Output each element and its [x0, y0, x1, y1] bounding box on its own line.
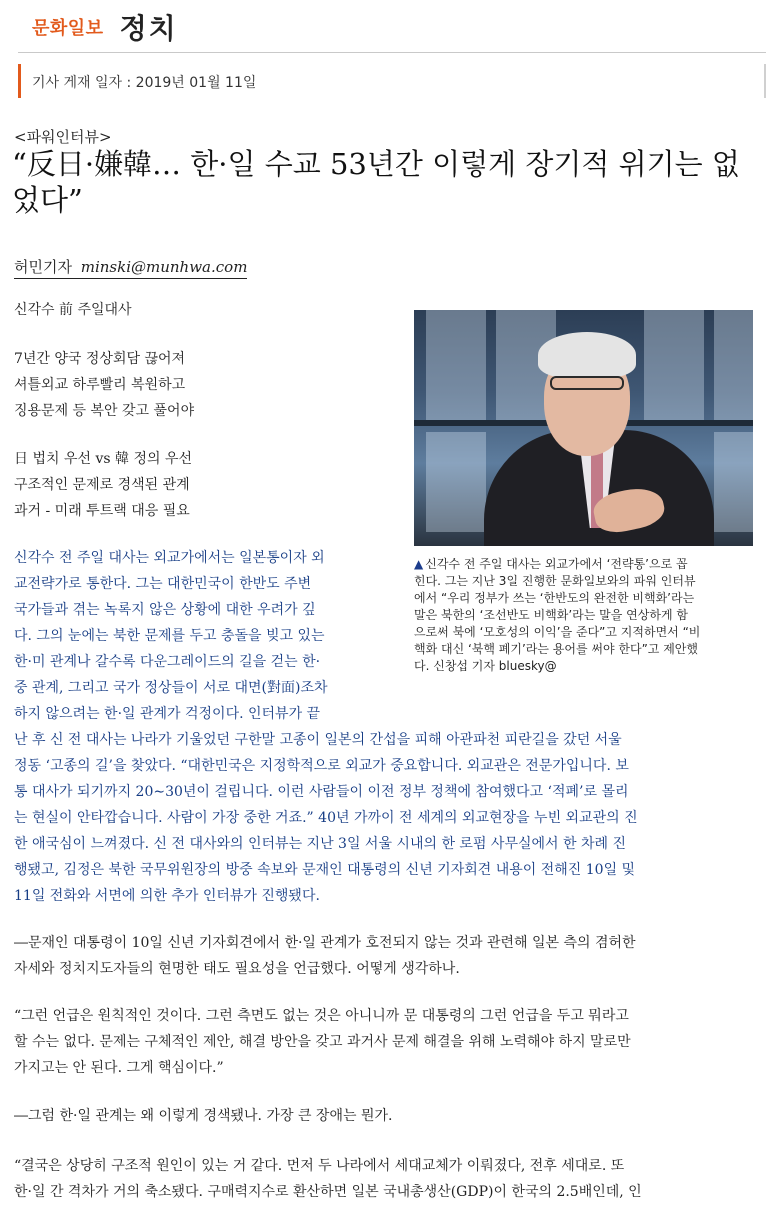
caption-line: 다. 신창섭 기자 bluesky@: [414, 659, 557, 673]
date-accent-bar: [18, 64, 21, 98]
photo-caption: [414, 556, 758, 675]
date-box-edge: [764, 64, 766, 98]
body-line: ―그럼 한·일 관계는 왜 이렇게 경색됐나. 가장 큰 장애는 뭔가.: [14, 1108, 393, 1124]
lead-line: 통 대사가 되기까지 20∼30년이 걸립니다. 이런 사람들이 이전 정부 정책에 참여했다고 ‘적폐’로 몰리: [14, 784, 629, 800]
photo-subject-glasses: [550, 376, 624, 390]
lead-paragraph-wide: [14, 727, 766, 909]
lead-paragraph-narrow-last: [14, 701, 396, 727]
caption-line: 말은 북한의 ‘조선반도 비핵화’라는 말을 연상하게 함: [414, 608, 688, 622]
masthead-divider: [18, 52, 766, 53]
interview-answer: [14, 1003, 766, 1081]
lead-line: 국가들과 겪는 녹록지 않은 상황에 대한 우려가 깊: [14, 602, 316, 618]
byline-email-link[interactable]: minski@munhwa.com: [80, 258, 248, 276]
body-line: 한·일 간 격차가 거의 축소됐다. 구매력지수로 환산하면 일본 국내총생산(GDP)이 한국의 2.5배인데, 인: [14, 1184, 642, 1200]
subhead-line: 日 법치 우선 vs 韓 정의 우선: [14, 451, 192, 467]
body-line: ―문재인 대통령이 10일 신년 기자회견에서 한·일 관계가 호전되지 않는 것과 관련해 일본 측의 겸허한: [14, 935, 636, 951]
byline: [14, 256, 247, 279]
photo-window-pane: [714, 310, 753, 420]
interview-question: [14, 1103, 766, 1129]
lead-line: 한·미 관계나 갈수록 다운그레이드의 길을 걷는 한·: [14, 654, 321, 670]
caption-line: 힌다. 그는 지난 3일 진행한 문화일보와의 파워 인터뷰: [414, 574, 696, 588]
subhead-line: 과거 - 미래 투트랙 대응 필요: [14, 503, 190, 519]
lead-line: 다. 그의 눈에는 북한 문제를 두고 충돌을 빚고 있는: [14, 628, 325, 644]
brand-logo-text: 문화일보: [32, 18, 104, 39]
masthead: [32, 10, 178, 44]
photo-subject-hair: [538, 332, 636, 378]
caption-line: 신각수 전 주일 대사는 외교가에서 ‘전략통’으로 꼽: [425, 557, 688, 571]
byline-name: 허민기자: [14, 258, 72, 276]
section-title: 정치: [119, 12, 178, 45]
photo-window-pane: [426, 310, 486, 420]
caption-line: 핵화 대신 ‘북핵 폐기’라는 용어를 써야 한다”고 제안했: [414, 642, 698, 656]
subhead-group-0: [14, 297, 132, 323]
subhead-group-2: [14, 446, 192, 524]
body-line: “결국은 상당히 구조적 원인이 있는 거 같다. 먼저 두 나라에서 세대교체가 이뤄졌다, 전후 세대로. 또: [14, 1158, 625, 1174]
article-headline: “反日·嫌韓… 한·일 수교 53년간 이렇게 장기적 위기는 없었다”: [12, 147, 740, 217]
lead-line: 행됐고, 김정은 북한 국무위원장의 방중 속보와 문재인 대통령의 신년 기자회견 내용이 전해진 10일 및: [14, 862, 636, 878]
photo-window-pane: [644, 310, 704, 420]
lead-line: 중 관계, 그리고 국가 정상들이 서로 대면(對面)조차: [14, 680, 328, 696]
publication-date: 기사 게재 일자 : 2019년 01월 11일: [32, 75, 257, 91]
interview-photo: [414, 310, 753, 546]
lead-line: 11일 전화와 서면에 의한 추가 인터뷰가 진행됐다.: [14, 888, 320, 904]
subhead-line: 7년간 양국 정상회담 끊어져: [14, 351, 186, 367]
article-kicker: <파워인터뷰>: [14, 128, 112, 146]
lead-paragraph-narrow: [14, 545, 396, 701]
caption-line: 에서 “우리 정부가 쓰는 ‘한반도의 완전한 비핵화’라는: [414, 591, 695, 605]
body-line: 가지고는 안 된다. 그게 핵심이다.”: [14, 1060, 224, 1076]
photo-window-pane: [714, 432, 753, 532]
lead-line: 난 후 신 전 대사는 나라가 기울었던 구한말 고종이 일본의 간섭을 피해 아관파천 피란길을 갔던 서울: [14, 732, 622, 748]
body-line: “그런 언급은 원칙적인 것이다. 그런 측면도 없는 것은 아니니까 문 대통령의 그런 언급을 두고 뭐라고: [14, 1008, 629, 1024]
lead-line: 하지 않으려는 한·일 관계가 걱정이다. 인터뷰가 끝: [14, 706, 321, 722]
lead-line: 한 애국심이 느껴졌다. 신 전 대사와의 인터뷰는 지난 3일 서울 시내의 한 로펌 사무실에서 한 차례 진: [14, 836, 626, 852]
subhead-line: 신각수 前 주일대사: [14, 302, 132, 318]
subhead-line: 셔틀외교 하루빨리 복원하고: [14, 377, 186, 393]
subhead-line: 구조적인 문제로 경색된 관계: [14, 477, 190, 493]
caption-line: 으로써 북에 ‘모호성의 이익’을 준다”고 지적하면서 “비: [414, 625, 701, 639]
lead-line: 신각수 전 주일 대사는 외교가에서는 일본통이자 외: [14, 550, 325, 566]
interview-question: [14, 930, 766, 982]
interview-answer: [14, 1153, 766, 1205]
lead-line: 는 현실이 안타깝습니다. 사람이 가장 중한 거죠.” 40년 가까이 전 세계의 외교현장을 누빈 외교관의 진: [14, 810, 638, 826]
photo-window-pane: [426, 432, 486, 532]
lead-line: 교전략가로 통한다. 그는 대한민국이 한반도 주변: [14, 576, 312, 592]
body-line: 자세와 정치지도자들의 현명한 태도 필요성을 언급했다. 어떻게 생각하나.: [14, 961, 460, 977]
body-line: 할 수는 없다. 문제는 구체적인 제안, 해결 방안을 갖고 과거사 문제 해결을 위해 노력해야 하지 말로만: [14, 1034, 631, 1050]
lead-line: 정동 ‘고종의 길’을 찾았다. “대한민국은 지정학적으로 외교가 중요합니다. 외교관은 전문가입니다. 보: [14, 758, 629, 774]
subhead-line: 징용문제 등 복안 갖고 풀어야: [14, 403, 195, 419]
caption-triangle-icon: ▲: [414, 557, 424, 571]
subhead-group-1: [14, 346, 194, 424]
